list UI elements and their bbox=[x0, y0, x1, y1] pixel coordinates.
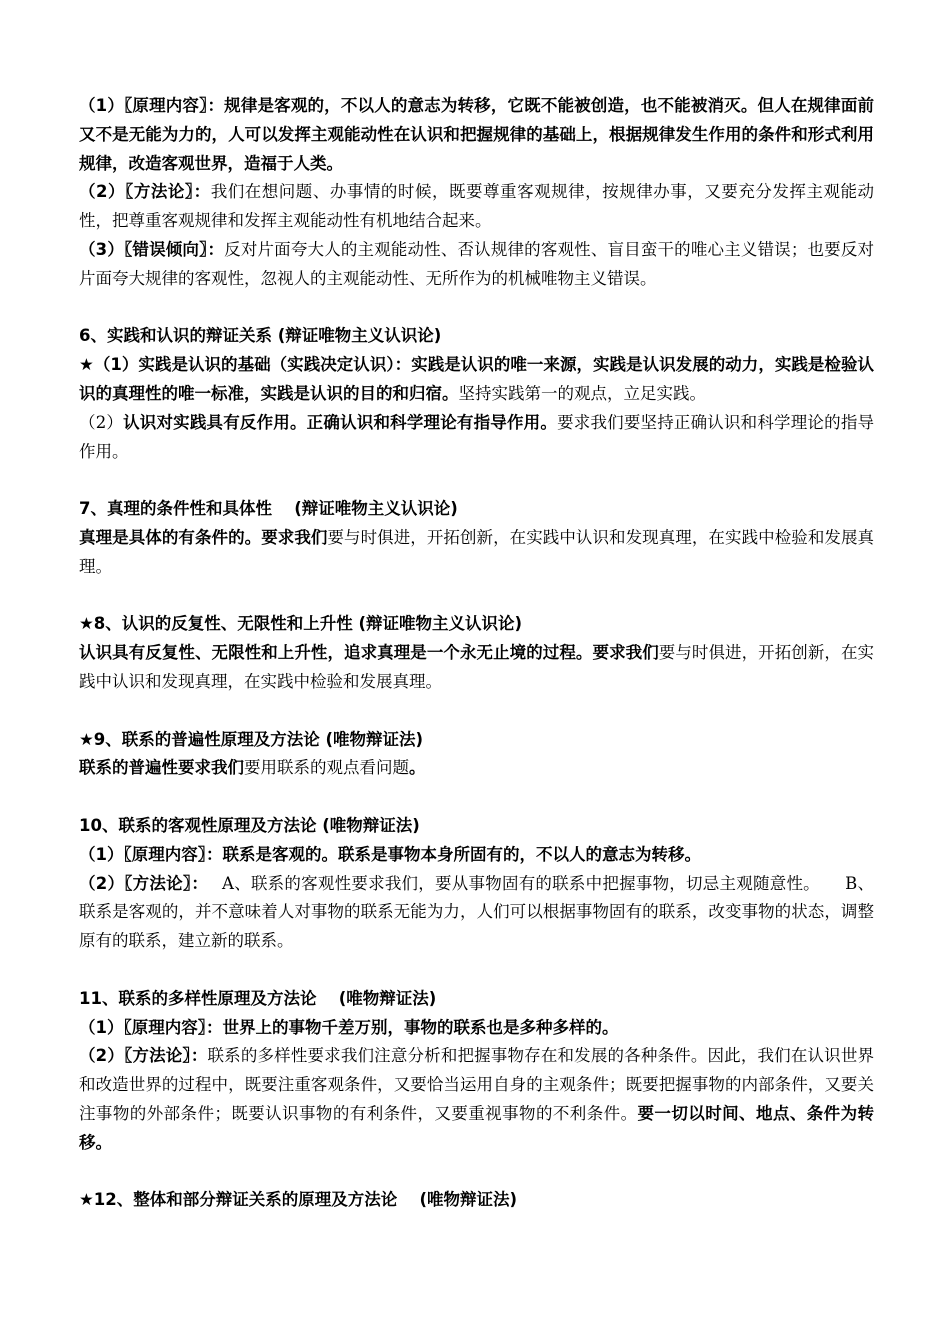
text-run: 要用联系的观点看问题 bbox=[244, 758, 409, 778]
section-heading bbox=[79, 985, 874, 1014]
text-run: ★9、联系的普遍性原理及方法论 (唯物辩证法) bbox=[79, 729, 424, 749]
text-run: （2） bbox=[79, 412, 124, 432]
text-run: ★12、整体和部分辩证关系的原理及方法论 (唯物辩证法) bbox=[79, 1190, 518, 1210]
paragraph bbox=[79, 1042, 874, 1157]
text-run: 我们在想问题、办事情的时候，既要尊重客观规律，按规律办事，又要充分发挥主观能动性，把尊重客观规律和发挥主观能动性有机地结合起来。 bbox=[79, 182, 875, 231]
section-heading bbox=[79, 812, 874, 841]
text-run: 要与时俱进，开拓创新，在实践中认识和发现真理，在实践中检验和发展真理。 bbox=[79, 643, 875, 691]
blank-line bbox=[79, 294, 874, 323]
blank-line bbox=[79, 783, 874, 812]
text-run: ★8、认识的反复性、无限性和上升性 (辩证唯物主义认识论) bbox=[79, 614, 523, 634]
text-run: 坚持实践第一的观点，立足实践。 bbox=[458, 383, 706, 403]
section-heading bbox=[79, 1186, 874, 1215]
text-run: 6、实践和认识的辩证关系 (辩证唯物主义认识论) bbox=[79, 326, 442, 346]
text-run: 11、联系的多样性原理及方法论 (唯物辩证法) bbox=[79, 988, 437, 1008]
text-run: 要求我们要坚持正确认识和科学理论的指导作用。 bbox=[79, 412, 875, 461]
text-run: 10、联系的客观性原理及方法论 (唯物辩证法) bbox=[79, 815, 420, 835]
section-heading bbox=[79, 322, 874, 351]
paragraph bbox=[79, 1014, 874, 1043]
text-run: 世界上的事物千差万别，事物的联系也是多种多样的。 bbox=[222, 1017, 619, 1037]
text-run: （1）〖原理内容〗： bbox=[79, 1017, 223, 1037]
text-run: （3）〖错误倾向〗： bbox=[79, 239, 225, 259]
text-run: （1）〖原理内容〗： bbox=[79, 844, 223, 864]
text-run: ★（1）实践是认识的基础（实践决定认识）： bbox=[79, 355, 412, 375]
text-run: 认识对实践具有反作用。正确认识和科学理论有指导作用。 bbox=[123, 412, 558, 432]
paragraph bbox=[79, 236, 874, 294]
paragraph bbox=[79, 754, 874, 783]
text-run: 规律是客观的，不以人的意志为转移，它既不能被创造，也不能被消灭。但人在规律面前又不是无能为力的，人可以发挥主观能动性在认识和把握规律的基础上，根据规律发生作用的条件和形式利用规律，改造客观世界，造福于人类。 bbox=[79, 96, 875, 173]
text-run: （2）〖方法论〗： bbox=[79, 873, 200, 893]
text-run: A、联系的客观性要求我们，要从事物固有的联系中把握事物，切忌主观随意性。 B、联系是客观的，并不意味着人对事物的联系无能为力，人们可以根据事物固有的联系，改变事物的状态，调整原有的联系，建立新的联系。 bbox=[79, 873, 874, 951]
paragraph bbox=[79, 639, 874, 697]
paragraph bbox=[79, 409, 874, 467]
text-run: 联系的普遍性 bbox=[79, 758, 178, 778]
paragraph bbox=[79, 92, 874, 178]
text-run: 实践是认识的唯一来源，实践是认识发展的动力，实践是检验认识的真理性的唯一标准，实践是认识的目的和归宿。 bbox=[79, 355, 874, 403]
document-page bbox=[79, 92, 874, 1215]
text-run: 追求真理是一个永无止境的过程。 bbox=[344, 643, 593, 663]
text-run: 要一切以时间、地点、条件为转移。 bbox=[79, 1103, 875, 1152]
text-run: （2）〖方法论〗： bbox=[79, 182, 211, 202]
text-run: 要求我们 bbox=[178, 758, 244, 778]
paragraph bbox=[79, 841, 874, 870]
blank-line bbox=[79, 956, 874, 985]
text-run: 认识具有反复性、无限性和上升性， bbox=[79, 643, 345, 663]
section-heading bbox=[79, 495, 874, 524]
text-run: 要与时俱进，开拓创新，在实践中认识和发现真理，在实践中检验和发展真理。 bbox=[79, 527, 875, 576]
blank-line bbox=[79, 466, 874, 495]
text-run: 联系的多样性要求我们注意分析和把握事物存在和发展的各种条件。因此，我们在认识世界和改造世界的过程中，既要注重客观条件，又要恰当运用自身的主观条件；既要把握事物的内部条件，又要关注事物的外部条件；既要认识事物的有利条件，又要重视事物的不利条件。 bbox=[79, 1046, 874, 1123]
text-run: 要求我们 bbox=[592, 643, 659, 663]
text-run: 要求我们 bbox=[261, 527, 328, 547]
text-run: 真理是具体的有条件的。 bbox=[79, 527, 262, 547]
paragraph bbox=[79, 351, 874, 409]
section-heading bbox=[79, 610, 874, 639]
section-heading bbox=[79, 726, 874, 755]
blank-line bbox=[79, 1157, 874, 1186]
blank-line bbox=[79, 582, 874, 611]
text-run: （2）〖方法论〗： bbox=[79, 1046, 208, 1066]
text-run: 。 bbox=[409, 758, 426, 778]
paragraph bbox=[79, 524, 874, 582]
paragraph bbox=[79, 178, 874, 236]
paragraph bbox=[79, 870, 874, 956]
text-run: 反对片面夸大人的主观能动性、否认规律的客观性、盲目蛮干的唯心主义错误；也要反对片面夸大规律的客观性，忽视人的主观能动性、无所作为的机械唯物主义错误。 bbox=[79, 239, 875, 288]
text-run: 联系是客观的。联系是事物本身所固有的，不以人的意志为转移。 bbox=[222, 844, 701, 864]
text-run: （1）〖原理内容〗： bbox=[79, 96, 225, 115]
text-run: 7、真理的条件性和具体性 (辩证唯物主义认识论) bbox=[79, 499, 458, 519]
blank-line bbox=[79, 697, 874, 726]
